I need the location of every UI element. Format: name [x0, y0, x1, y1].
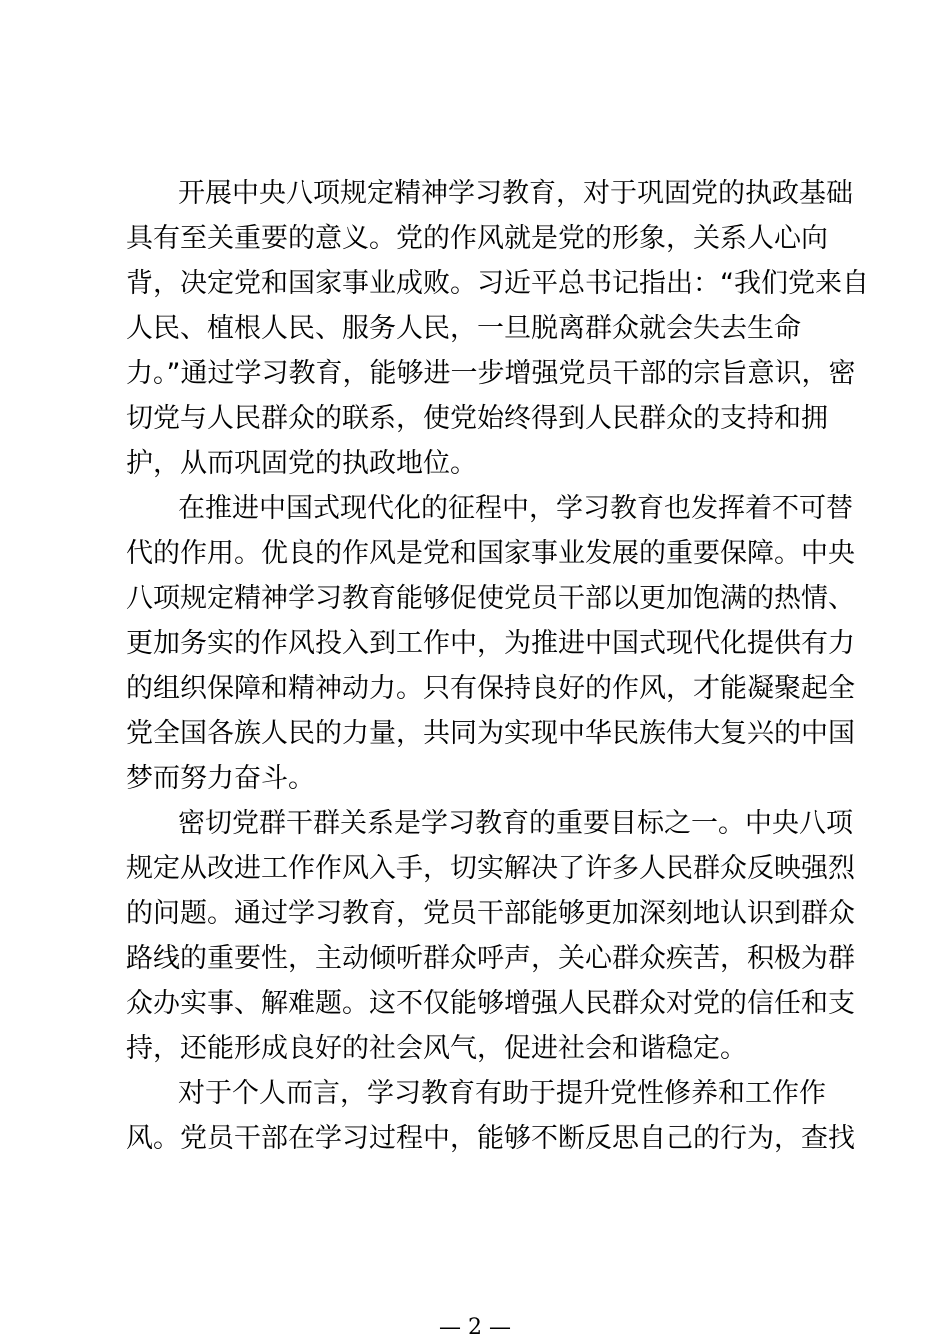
paragraph-line: 力。”通过学习教育，能够进一步增强党员干部的宗旨意识，密	[126, 358, 856, 389]
paragraph-line: 众办实事、解难题。这不仅能够增强人民群众对党的信任和支	[126, 988, 855, 1019]
paragraph-line: 的问题。通过学习教育，党员干部能够更加深刻地认识到群众	[126, 898, 855, 929]
paragraph-line: 密切党群干群关系是学习教育的重要目标之一。中央八项	[178, 808, 853, 839]
paragraph-1	[126, 171, 869, 486]
paragraph-line: 具有至关重要的意义。党的作风就是党的形象，关系人心向	[126, 223, 828, 254]
paragraph-line: 党全国各族人民的力量，共同为实现中华民族伟大复兴的中国	[126, 718, 855, 749]
paragraph-line: 背，决定党和国家事业成败。习近平总书记指出：“我们党来自	[126, 268, 869, 299]
paragraph-3	[126, 801, 855, 1071]
paragraph-line: 代的作用。优良的作风是党和国家事业发展的重要保障。中央	[126, 538, 855, 569]
page-number: — 2 —	[439, 1315, 511, 1340]
paragraph-line: 持，还能形成良好的社会风气，促进社会和谐稳定。	[126, 1033, 747, 1064]
paragraph-line: 切党与人民群众的联系，使党始终得到人民群众的支持和拥	[126, 403, 828, 434]
paragraph-line: 更加务实的作风投入到工作中，为推进中国式现代化提供有力	[126, 628, 855, 659]
paragraph-line: 开展中央八项规定精神学习教育，对于巩固党的执政基础	[178, 178, 853, 209]
paragraph-line: 路线的重要性，主动倾听群众呼声，关心群众疾苦，积极为群	[126, 943, 855, 974]
paragraph-line: 规定从改进工作作风入手，切实解决了许多人民群众反映强烈	[126, 853, 855, 884]
document-body	[126, 171, 869, 1161]
paragraph-2	[126, 486, 855, 801]
paragraph-line: 八项规定精神学习教育能够促使党员干部以更加饱满的热情、	[126, 583, 855, 614]
paragraph-line: 风。党员干部在学习过程中，能够不断反思自己的行为，查找	[126, 1123, 855, 1154]
paragraph-line: 对于个人而言，学习教育有助于提升党性修养和工作作	[178, 1078, 826, 1109]
paragraph-line: 在推进中国式现代化的征程中，学习教育也发挥着不可替	[178, 493, 853, 524]
paragraph-line: 人民、植根人民、服务人民，一旦脱离群众就会失去生命	[126, 313, 801, 344]
paragraph-4	[126, 1071, 855, 1161]
paragraph-line: 梦而努力奋斗。	[126, 763, 315, 794]
paragraph-line: 护，从而巩固党的执政地位。	[126, 448, 477, 479]
paragraph-line: 的组织保障和精神动力。只有保持良好的作风，才能凝聚起全	[126, 673, 855, 704]
